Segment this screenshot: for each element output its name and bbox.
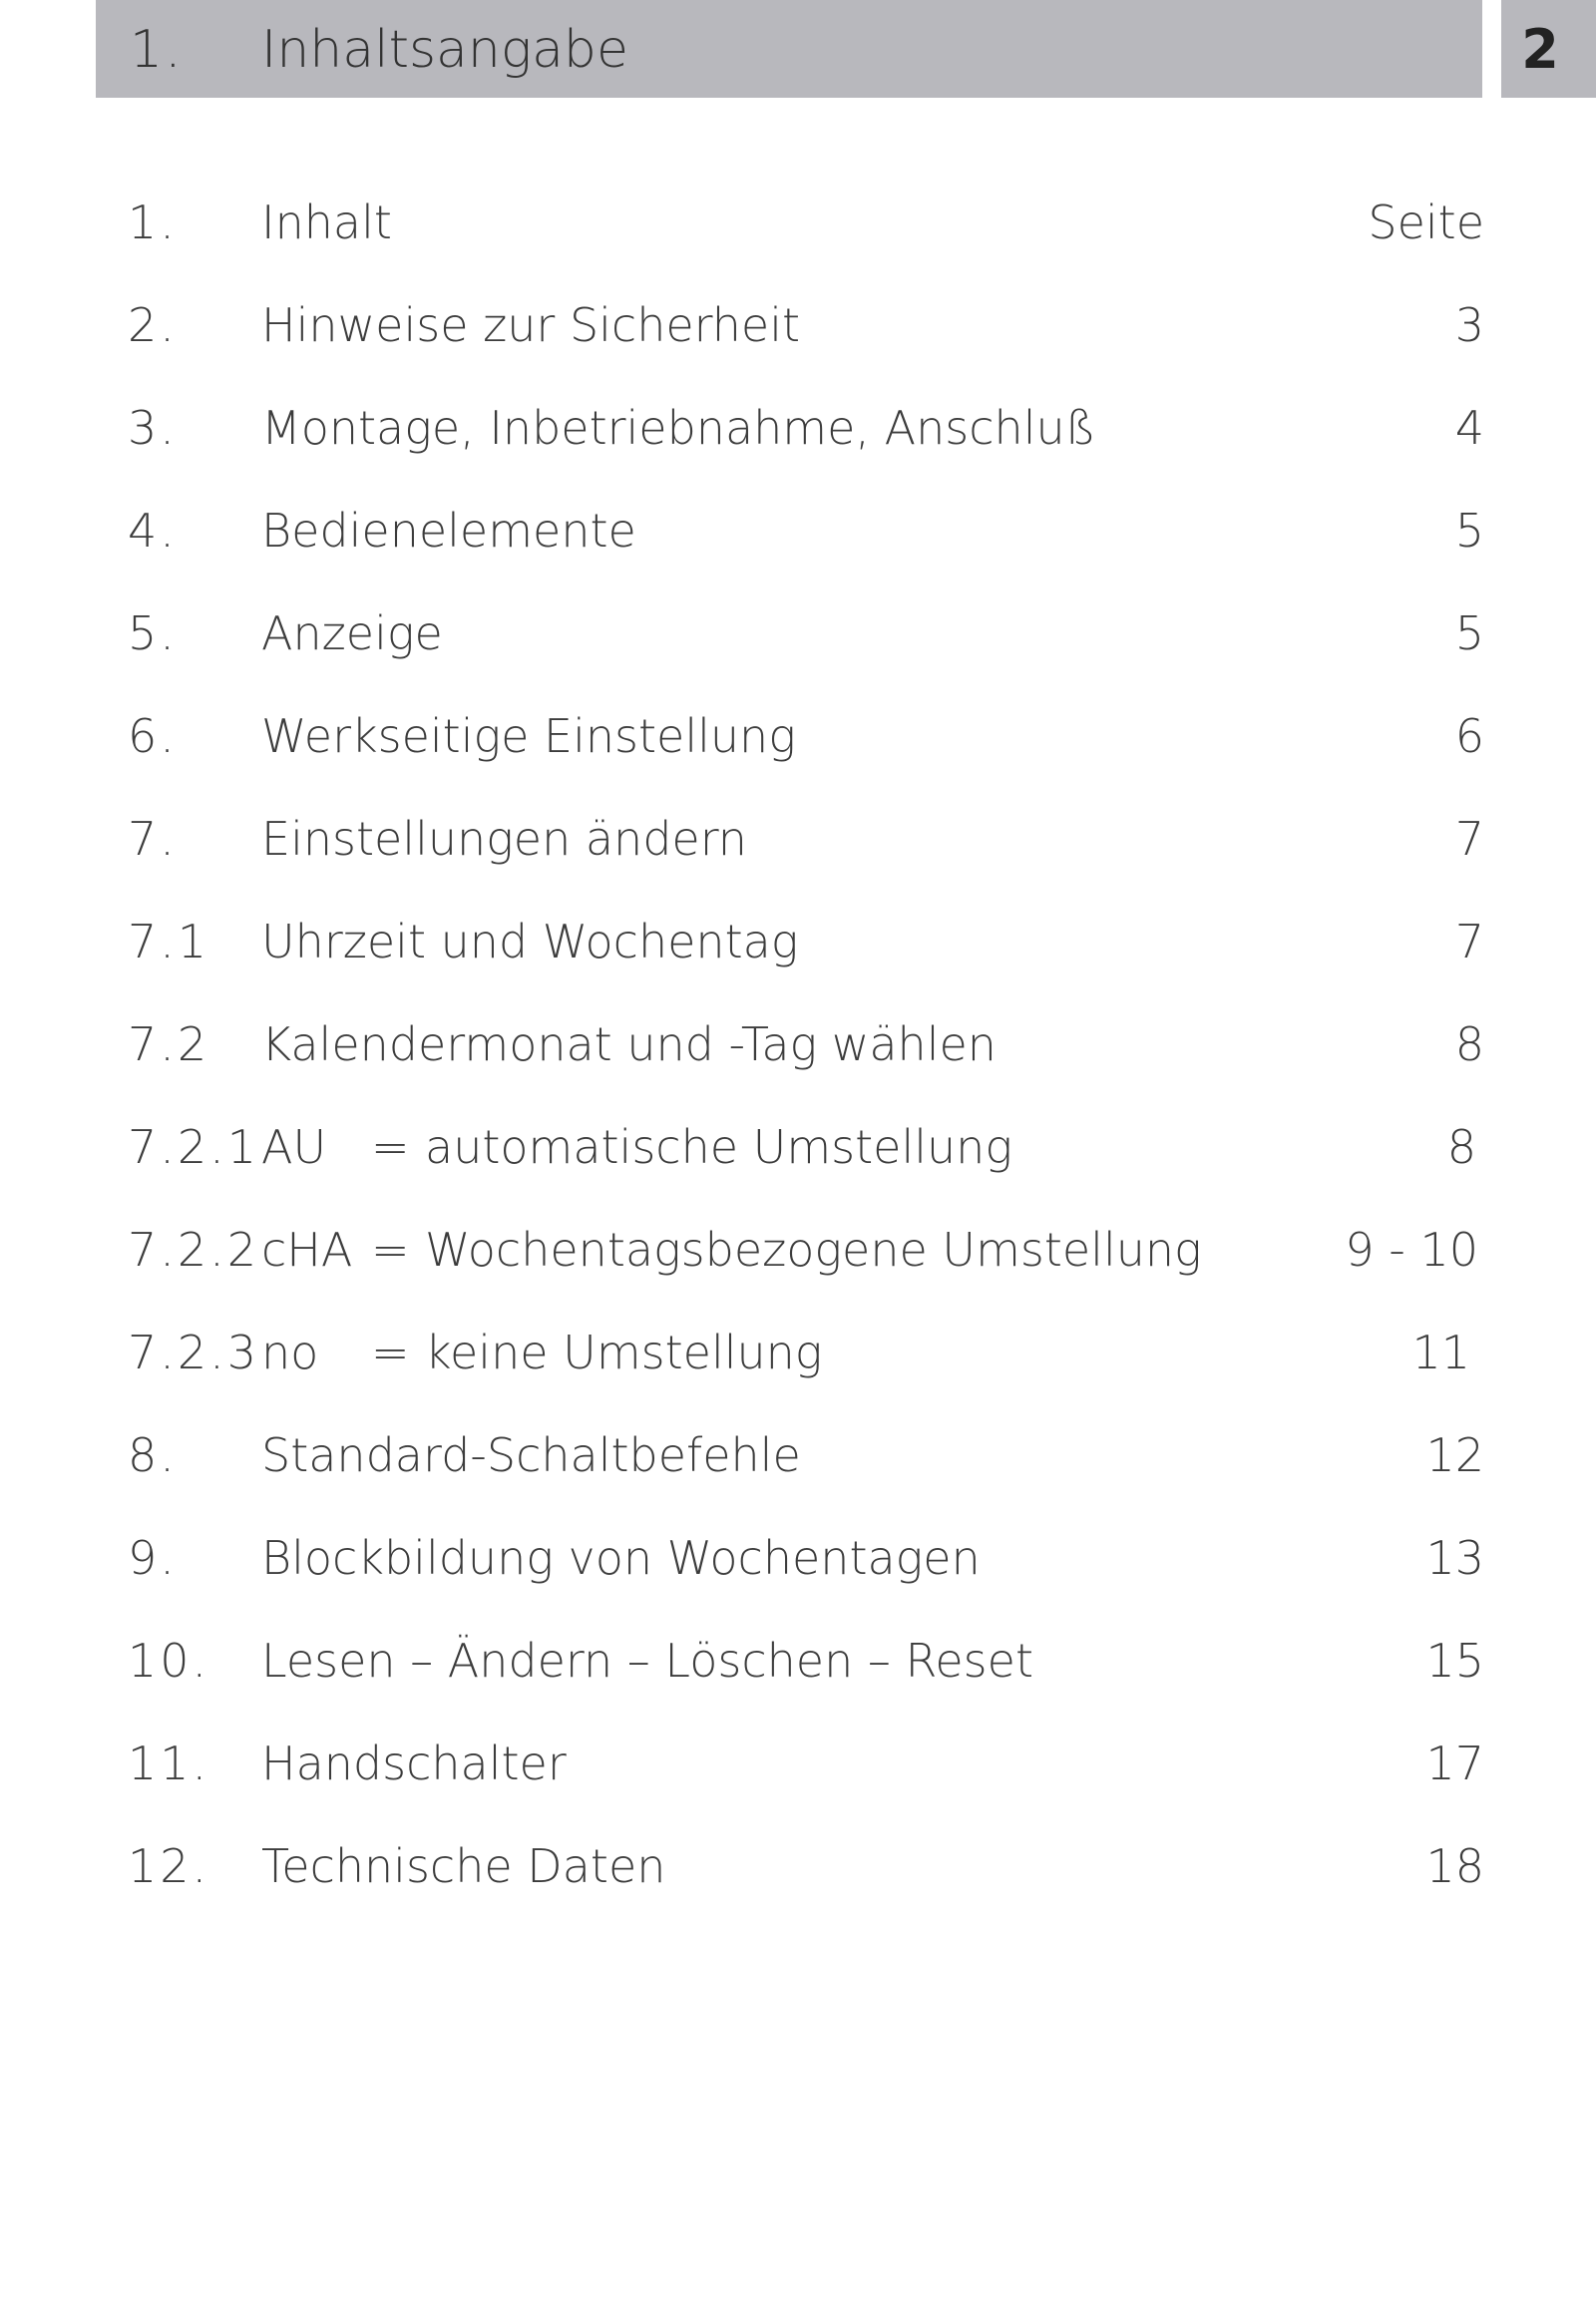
toc-entry[interactable] (0, 496, 1596, 566)
toc-title: Kalendermonat und -Tag wählen (261, 1017, 997, 1071)
toc-entry[interactable] (0, 1626, 1596, 1696)
page-number: 2 (1521, 18, 1559, 81)
toc-entry[interactable] (0, 1831, 1596, 1901)
toc-equals: = (371, 1120, 410, 1174)
toc-title: Hinweise zur Sicherheit (261, 298, 801, 352)
toc-number: 7.2 (128, 1017, 210, 1071)
toc-title: keine Umstellung (425, 1326, 823, 1379)
toc-equals: = (371, 1326, 410, 1379)
toc-entry[interactable] (0, 393, 1596, 463)
toc-number: 10. (128, 1634, 210, 1688)
toc-title: Anzeige (261, 606, 443, 660)
toc-entry[interactable] (0, 1420, 1596, 1490)
toc-entry[interactable] (0, 598, 1596, 668)
page-number-tab (1501, 0, 1596, 98)
toc-title: Handschalter (261, 1736, 567, 1790)
header-bar (96, 0, 1482, 98)
toc-number: 5. (128, 606, 178, 660)
toc-number: 4. (128, 504, 178, 558)
toc-page: 9 - 10 (1345, 1223, 1478, 1277)
toc-title: Werkseitige Einstellung (261, 709, 796, 763)
toc-equals: = (371, 1223, 410, 1277)
toc-page: 8 (1446, 1120, 1476, 1174)
toc-number: 7.1 (128, 915, 210, 968)
toc-code: cHA (261, 1223, 353, 1277)
toc-title: Technische Daten (261, 1839, 666, 1893)
toc-entry[interactable] (0, 1729, 1596, 1798)
toc-page: 7 (1454, 812, 1484, 866)
toc-page: 3 (1454, 298, 1484, 352)
toc-number: 7. (128, 812, 178, 866)
toc-page: 5 (1454, 606, 1484, 660)
toc-entry[interactable] (0, 1009, 1596, 1079)
toc-title: Standard-Schaltbefehle (261, 1428, 801, 1482)
toc-title: automatische Umstellung (425, 1120, 1012, 1174)
toc-code: no (261, 1326, 319, 1379)
toc-page: 11 (1411, 1326, 1470, 1379)
toc-number: 3. (128, 401, 178, 455)
toc-entry[interactable] (0, 1523, 1596, 1593)
toc-number: 7.2.2 (128, 1223, 260, 1277)
toc-heading-row (0, 188, 1596, 257)
toc-page: 5 (1454, 504, 1484, 558)
toc-page: 7 (1454, 915, 1484, 968)
toc-page: 6 (1454, 709, 1484, 763)
toc-entry[interactable] (0, 701, 1596, 771)
toc-entry[interactable] (0, 290, 1596, 360)
toc-number: 8. (128, 1428, 178, 1482)
header-title: Inhaltsangabe (261, 20, 628, 80)
toc-sub-entry[interactable] (0, 1112, 1596, 1182)
toc-entry[interactable] (0, 804, 1596, 874)
toc-page: 4 (1454, 401, 1484, 455)
toc-entry[interactable] (0, 907, 1596, 976)
toc-page: 17 (1425, 1736, 1484, 1790)
toc-number: 6. (128, 709, 178, 763)
toc-code: AU (261, 1120, 327, 1174)
toc-title: Wochentagsbezogene Umstellung (425, 1223, 1202, 1277)
toc-title: Montage, Inbetriebnahme, Anschluß (261, 401, 1096, 455)
toc-sub-entry[interactable] (0, 1318, 1596, 1387)
toc-title: Blockbildung von Wochentagen (261, 1531, 981, 1585)
toc-page: 15 (1425, 1634, 1484, 1688)
toc-page: 8 (1454, 1017, 1484, 1071)
toc-page: 13 (1425, 1531, 1484, 1585)
toc-page: 12 (1425, 1428, 1484, 1482)
toc-number: 7.2.3 (128, 1326, 260, 1379)
toc-title: Bedienelemente (261, 504, 636, 558)
toc-number: 11. (128, 1736, 210, 1790)
toc-number: 12. (128, 1839, 210, 1893)
toc-title: Lesen – Ändern – Löschen – Reset (261, 1634, 1033, 1688)
toc-title: Einstellungen ändern (261, 812, 747, 866)
toc-number: 1. (128, 195, 178, 249)
toc-page: 18 (1425, 1839, 1484, 1893)
toc-number: 7.2.1 (128, 1120, 260, 1174)
toc-title: Inhalt (261, 195, 392, 249)
header-section-number: 1. (130, 20, 184, 80)
toc-title: Uhrzeit und Wochentag (261, 915, 799, 968)
toc-page-header: Seite (1368, 195, 1484, 249)
toc-sub-entry[interactable] (0, 1215, 1596, 1285)
toc-number: 2. (128, 298, 178, 352)
toc-number: 9. (128, 1531, 178, 1585)
